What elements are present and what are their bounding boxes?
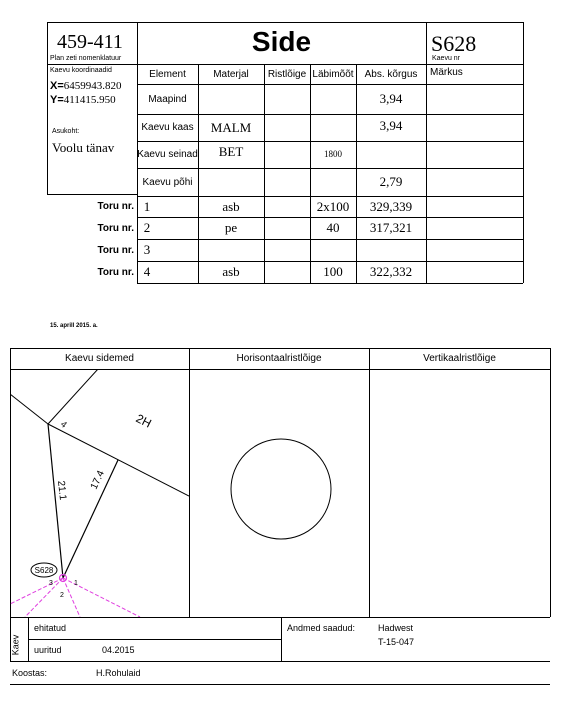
- row-height: 2,79: [379, 174, 403, 189]
- pipe-label-1: 1: [74, 580, 78, 587]
- pipe-diameter: 40: [326, 220, 340, 235]
- boundary-line: [48, 424, 189, 496]
- col-section: Ristlõige: [267, 68, 307, 80]
- pipe-height: 329,339: [369, 198, 413, 214]
- boundary-line: [10, 394, 48, 424]
- pipe-nr: 3: [143, 242, 151, 257]
- coord-x: [50, 80, 122, 92]
- col-notes: Märkus: [430, 67, 463, 78]
- coords-caption: Kaevu koordinaadid: [50, 67, 112, 74]
- pipe-label: Toru nr.: [97, 201, 134, 212]
- sketch-label-17: 17.4: [88, 468, 107, 492]
- pipe-label: Toru nr.: [97, 222, 134, 234]
- location-value: Voolu tänav: [52, 140, 115, 155]
- col-diameter: Läbimõõt: [312, 68, 354, 80]
- row-material: MALM: [210, 119, 252, 135]
- well-id-caption: Kaevu nr: [432, 55, 461, 62]
- panel-title-vertical: Vertikaalristlõige: [423, 353, 496, 364]
- pipe-height: 322,332: [369, 264, 413, 279]
- row-element: Kaevu kaas: [141, 122, 194, 133]
- data-from-label: Andmed saadud:: [287, 623, 356, 633]
- row-diameter: 1800: [324, 148, 342, 159]
- pipe-label: Toru nr.: [97, 266, 134, 278]
- row-element: Kaevu põhi: [142, 176, 193, 188]
- data-from-value-1: Hadwest: [378, 623, 414, 633]
- sketch-label-2h: 2H: [133, 411, 154, 431]
- coord-y: [50, 94, 116, 106]
- row-element: Maapind: [148, 93, 187, 105]
- pipe-material: asb: [222, 198, 240, 214]
- sketch-label-21: 21.1: [55, 480, 68, 501]
- compiled-value: H.Rohulaid: [96, 668, 141, 678]
- row-height: 3,94: [379, 117, 403, 133]
- pipe-diameter: 100: [323, 264, 343, 279]
- panel-title-connections: Kaevu sidemed: [65, 353, 134, 364]
- row-height: 3,94: [379, 91, 403, 106]
- well-id: S628: [431, 31, 477, 56]
- horizontal-section: [189, 369, 369, 617]
- date-stamp: 15. aprill 2015. a.: [50, 323, 98, 329]
- pipe-label-2: 2: [60, 592, 64, 599]
- pipe-nr: 1: [143, 198, 151, 214]
- coord-x-label: X=: [50, 80, 64, 92]
- well-marker-label: S628: [34, 566, 54, 575]
- panel-title-horizontal: Horisontaalristlõige: [236, 353, 322, 364]
- pipe-height: 317,321: [369, 220, 413, 235]
- data-from-value-2: T-15-047: [378, 637, 415, 647]
- sheet-caption: Plan zeti nomenklatuur: [50, 55, 122, 62]
- built-label: ehitatud: [34, 623, 67, 633]
- sheet-number: 459-411: [57, 31, 123, 53]
- row-material: [198, 84, 264, 114]
- col-element: Element: [149, 68, 186, 80]
- boundary-line: [48, 369, 98, 424]
- pipe-material: pe: [224, 220, 238, 235]
- pipe-material: asb: [222, 264, 240, 279]
- location-label: Asukoht:: [52, 128, 80, 135]
- pipe-diameter: 2x100: [316, 198, 350, 214]
- surveyed-label: uuritud: [34, 645, 62, 655]
- coord-y-label: Y=: [50, 94, 64, 106]
- surveyed-value: 04.2015: [102, 645, 135, 655]
- measure-line: [63, 460, 118, 578]
- col-material: Materjal: [213, 68, 249, 80]
- pipe-label-3: 3: [49, 580, 53, 587]
- well-circle: [231, 439, 331, 539]
- footer-side-label: Kaev: [10, 634, 21, 656]
- pipe-label: Toru nr.: [97, 244, 134, 256]
- row-material: BET: [218, 143, 244, 159]
- col-height: Abs. kõrgus: [364, 68, 418, 80]
- connections-sketch: [10, 369, 189, 617]
- coord-y-value: 411415.950: [63, 94, 116, 106]
- pipe-nr: 2: [143, 220, 151, 235]
- compiled-label: Koostas:: [12, 668, 48, 678]
- row-element: Kaevu seinad: [137, 149, 198, 160]
- page-title: Side: [251, 26, 312, 57]
- coord-x-value: 6459943.820: [63, 80, 122, 92]
- sketch-label-4: 4: [58, 418, 69, 430]
- pipe-nr: 4: [143, 264, 151, 279]
- measure-line: [48, 424, 63, 578]
